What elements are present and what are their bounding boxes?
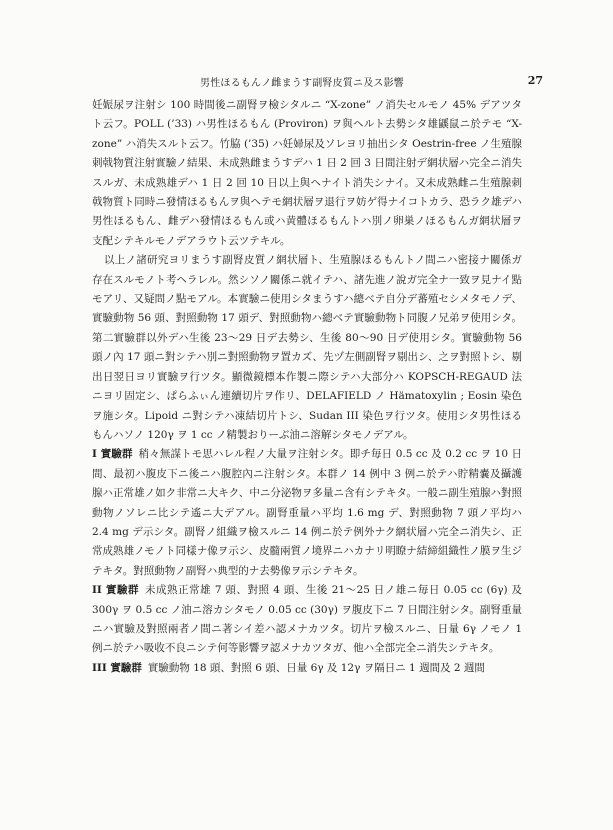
experiment-group-label: III 實驗群 — [92, 661, 142, 674]
experiment-group-text: 稍々無謀トモ思ハレル程ノ大量ヲ注射シタ。即チ毎日 0.5 cc 及 0.2 cc ヲ 10 日間、最初ハ腹皮下ニ後ニハ腹腔內ニ注射シタ。本群ノ 14 例中 3 例ニ於テハ貯精嚢及攝護腺ハ正常雄ノ如ク非常ニ大キク、中ニ分泌物ヲ多量ニ含有シテキタ。一般ニ副生殖腺ハ對照動物ノソレニ比シテ遙ニ大デアル。副腎重量ハ平均 1.6 mg デ、對照動物 7 頭ノ平均ハ 2.4 mg デ示シタ。副腎ノ組織ヲ檢スルニ 14 例ニ於テ例外ナク網状層ハ完全ニ消失シ、正常成熟雄ノモノト同樣ナ像ヲ示シ、皮髓兩質ノ境界ニハカナリ明瞭ナ結締組織性ノ膜ヲ生ジテキタ。對照動物ノ副腎ハ典型的ナ去勢像ヲ示シテキタ。 — [92, 448, 522, 577]
experiment-group-3 — [92, 659, 522, 678]
body-text — [92, 96, 522, 678]
page-header — [0, 74, 613, 90]
paragraph-literature-review: 妊娠尿ヲ注射シ 100 時間後ニ副腎ヲ檢シタルニ “X-zone” ノ消失セルモノ 45% デアツタト云フ。POLL (’33) ハ男性ほるもん (Proviron) ヲ與ヘルト去勢シタ雄鼷鼠ニ於テモ “X-zone” ハ消失スルト云フ。竹脇 (’35) ハ妊婦尿及ソレヨリ抽出シタ Oestrin-free ノ生殖腺刺戟物質注射實驗ノ結果、未成熟雌まうすデハ 1 日 2 回 3 日間注射デ網状層ハ完全ニ消失スルガ、未成熟雄デハ 1 日 2 回 10 日以上與ヘナイト消失シナイ。又未成熟雌ニ生殖腺刺戟物質ト同時ニ發情ほるもんヲ與ヘテモ網状層ヲ退行ヲ妨ゲ得ナイコトカラ、恐ラク雄デハ男性ほるもん、雌デハ發情ほるもん或ハ黄體ほるもんトハ別ノ卵巣ノほるもんガ網状層ヲ支配シテキルモノデアラウト云ツテキル。 — [92, 99, 522, 247]
running-title: 男性ほるもんノ雌まうす副腎皮質ニ及ス影響 — [200, 78, 404, 89]
page-number: 27 — [527, 74, 543, 87]
experiment-group-1 — [92, 445, 522, 581]
experiment-group-text: 未成熟正常雄 7 頭、對照 4 頭、生後 21〜25 日ノ雄ニ毎日 0.05 cc (6γ) 及 300γ ヲ 0.5 cc ノ油ニ溶カシタモノ 0.05 cc (30γ) ヲ腹皮下ニ 7 日間注射シタ。副腎重量ニハ實驗及對照兩者ノ間ニ著シイ差ハ認メナカツタ。切片ヲ檢スルニ、日量 6γ ノモノ 1 例ニ於テハ吸收不良ニシテ何等影響ヲ認メナカツタガ、他ハ全部完全ニ消失シテキタ。 — [92, 584, 522, 655]
experiment-group-2 — [92, 581, 522, 659]
experiment-group-text: 實驗動物 18 頭、對照 6 頭、日量 6γ 及 12γ ヲ隔日ニ 1 週間及 2 週間 — [147, 661, 485, 674]
experiment-group-label: I 實驗群 — [92, 448, 133, 461]
paragraph-methods: 以上ノ諸研究ヨリまうす副腎皮質ノ網状層ト、生殖腺ほるもんトノ間ニハ密接ナ關係ガ存在スルモノト考ヘラレル。然シソノ關係ニ就イテハ、諸先進ノ說ガ完全ナ一致ヲ見ナイ點モアリ、又疑問ノ點モアル。本實驗ニ使用シタまうすハ總ベテ自分デ蕃殖セシメタモノデ、實驗動物 56 頭、對照動物 17 頭デ、對照動物ハ總ベテ實驗動物ト同腹ノ兄弟ヲ使用シタ。第二實驗群以外デハ生後 23〜29 日デ去勢シ、生後 80〜90 日デ使用シタ。實驗動物 56 頭ノ內 17 頭ニ對シテハ別ニ對照動物ヲ置カズ、先ヅ左側副腎ヲ剔出シ、之ヲ對照トシ、剔出日翌日ヨリ實驗ヲ行ツタ。顯微鏡標本作製ニ際シテハ大部分ハ KOPSCH-REGAUD 法ニヨリ固定シ、ぱらふぃん連續切片ヲ作リ、DELAFIELD ノ Hämatoxylin ; Eosin 染色ヲ施シタ。Lipoid ニ對シテハ凍結切片トシ、Sudan III 染色ヲ行ツタ。使用シタ男性ほるもんハソノ 120γ ヲ 1 cc ノ精製おりーぶ油ニ溶解シタモノデアル。 — [92, 254, 522, 441]
experiment-group-label: II 實驗群 — [92, 584, 140, 597]
